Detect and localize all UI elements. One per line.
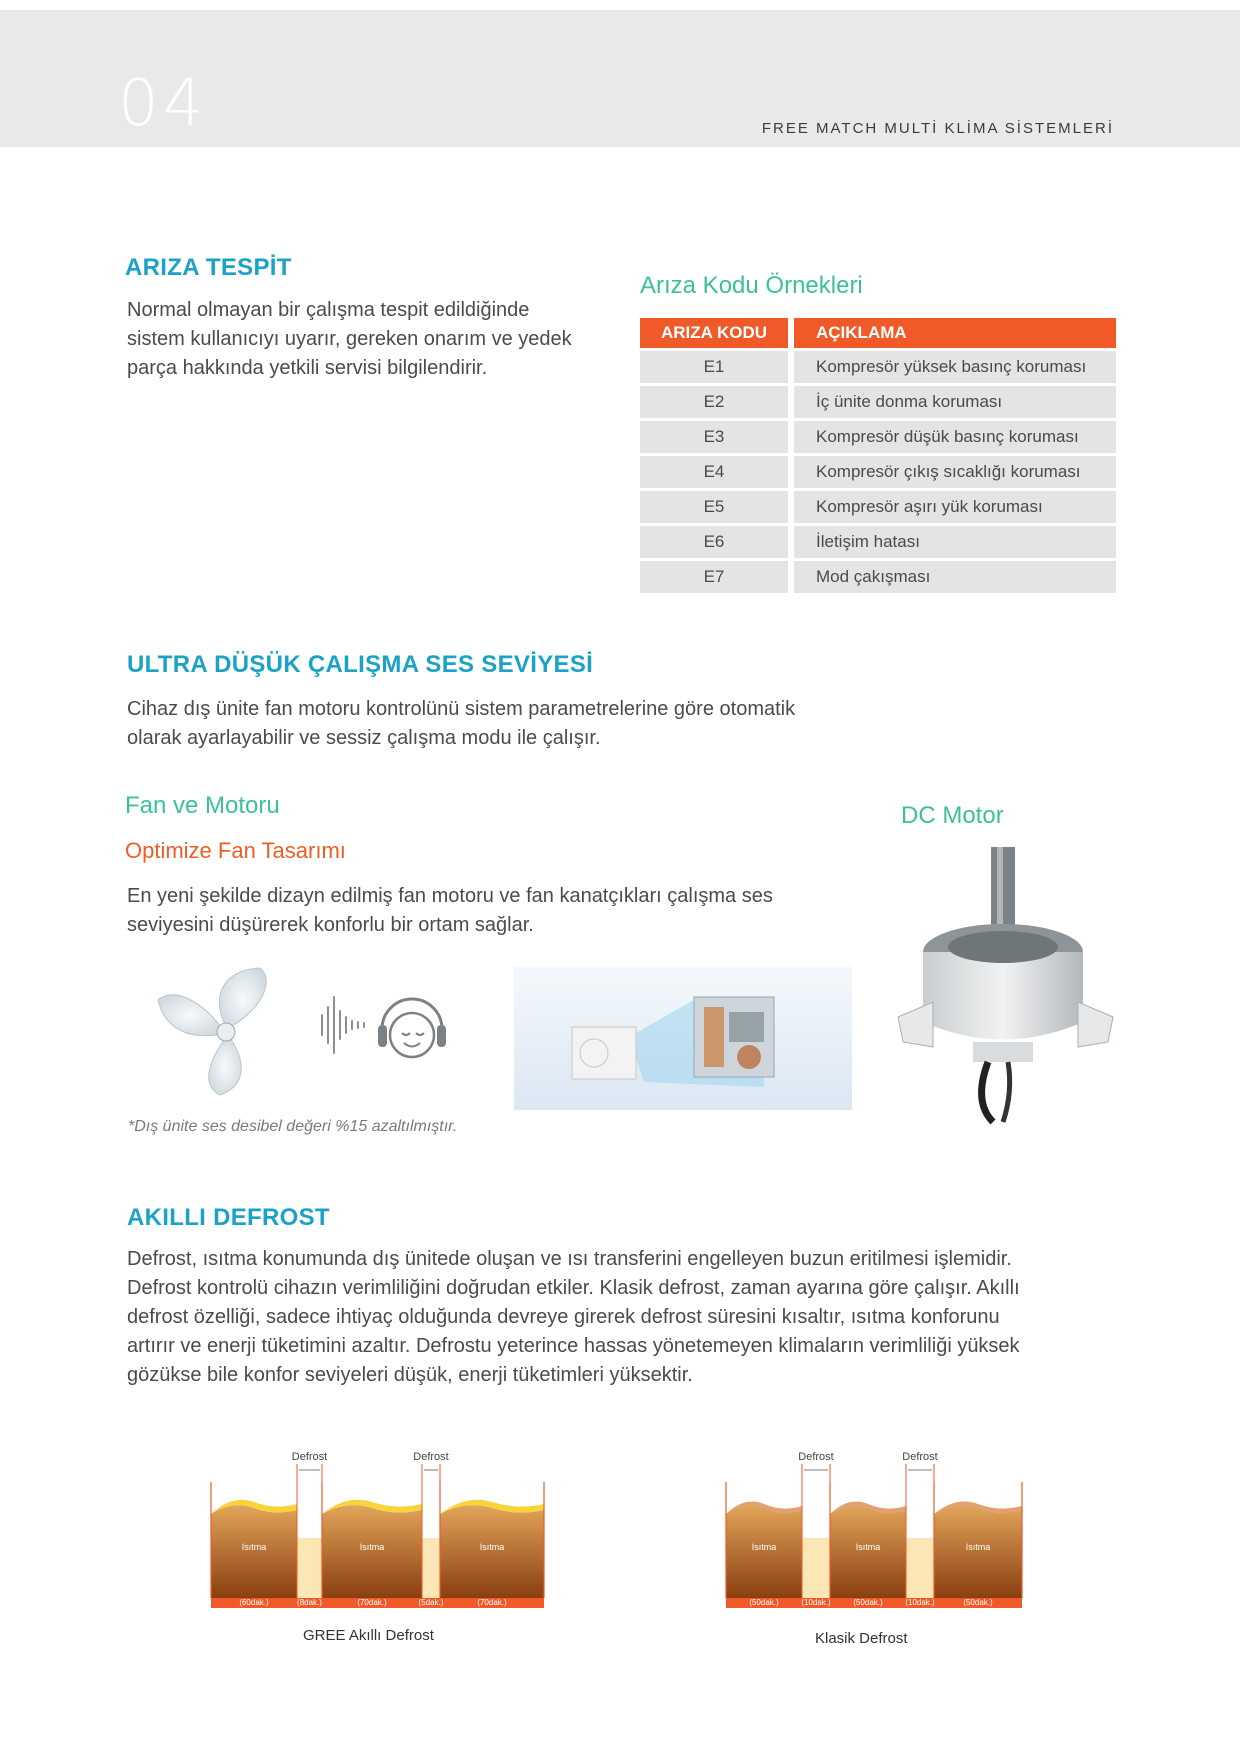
- defrost-line: Defrost, ısıtma konumunda dış ünitede oluşan ve ısı transferini engelleyen buzun eritilmesi işlemidir.: [127, 1248, 1012, 1270]
- table-row: [640, 421, 1116, 453]
- heating-label: Isıtma: [855, 1542, 881, 1552]
- fault-description-cell: Kompresör düşük basınç koruması: [788, 421, 1116, 453]
- column-header-code: ARIZA KODU: [640, 318, 788, 348]
- fault-code: E5: [640, 491, 788, 523]
- fault-heading: ARIZA TESPİT: [125, 254, 292, 281]
- heating-label: Isıtma: [479, 1542, 505, 1552]
- fault-description-cell: Kompresör aşırı yük koruması: [788, 491, 1116, 523]
- heating-label: Isıtma: [965, 1542, 991, 1552]
- fault-table-title: Arıza Kodu Örnekleri: [640, 272, 863, 299]
- fault-code: E1: [640, 351, 788, 383]
- heating-label: Isıtma: [751, 1542, 777, 1552]
- defrost-label: Defrost: [413, 1451, 449, 1463]
- duration-label: (50dak.): [853, 1598, 883, 1607]
- duration-label: (70dak.): [477, 1598, 507, 1607]
- fan-line: seviyesini düşürerek konforlu bir ortam sağlar.: [127, 914, 534, 936]
- noise-footnote: *Dış ünite ses desibel değeri %15 azaltılmıştır.: [128, 1118, 458, 1135]
- duration-label: (10dak.): [801, 1598, 831, 1607]
- defrost-label: Defrost: [798, 1451, 834, 1463]
- fault-description-cell: Mod çakışması: [788, 561, 1116, 593]
- heating-label: Isıtma: [241, 1542, 267, 1552]
- noise-description: [127, 695, 795, 753]
- fault-code: E7: [640, 561, 788, 593]
- fan-line: En yeni şekilde dizayn edilmiş fan motoru ve fan kanatçıkları çalışma ses: [127, 885, 773, 907]
- fan-blade-image: [150, 960, 300, 1100]
- gree-defrost-chart: [205, 1438, 555, 1610]
- fault-code-table: [640, 315, 1116, 596]
- fan-description: [127, 882, 773, 940]
- table-header-row: [640, 318, 1116, 348]
- fault-line: Normal olmayan bir çalışma tespit edildiğinde: [127, 299, 530, 321]
- noise-line: Cihaz dış ünite fan motoru kontrolünü sistem parametrelerine göre otomatik: [127, 698, 796, 720]
- defrost-line: artırır ve enerji tüketimini azaltır. Defrostu yeterince hassas yönetemeyen klimaların verimliliği yüksek: [127, 1335, 1020, 1357]
- duration-label: (60dak.): [239, 1598, 269, 1607]
- page-number: 04: [118, 67, 208, 141]
- heating-label: Isıtma: [359, 1542, 385, 1552]
- table-row: [640, 561, 1116, 593]
- table-row: [640, 491, 1116, 523]
- defrost-line: defrost özelliği, sadece ihtiyaç olduğunda devreye girerek defrost süresini kısaltır, ısıtma konforunu: [127, 1306, 1000, 1328]
- fault-description: [127, 296, 572, 383]
- header-title: FREE MATCH MULTİ KLİMA SİSTEMLERİ: [761, 120, 1114, 137]
- fault-description-cell: İletişim hatası: [788, 526, 1116, 558]
- fault-description-cell: İç ünite donma koruması: [788, 386, 1116, 418]
- defrost-line: Defrost kontrolü cihazın verimliliğini doğrudan etkiler. Klasik defrost, zaman ayarına göre çalışır. Akıllı: [127, 1277, 1020, 1299]
- table-row: [640, 526, 1116, 558]
- classic-chart-caption: Klasik Defrost: [815, 1630, 908, 1647]
- table-row: [640, 351, 1116, 383]
- fault-code: E3: [640, 421, 788, 453]
- defrost-band: [297, 1538, 322, 1598]
- defrost-label: Defrost: [291, 1451, 328, 1463]
- fan-heading: Fan ve Motoru: [125, 792, 280, 819]
- classic-defrost-chart: [720, 1438, 1040, 1610]
- duration-label: (70dak.): [357, 1598, 387, 1607]
- duration-label: (10dak.): [905, 1598, 935, 1607]
- duration-label: (50dak.): [963, 1598, 993, 1607]
- fault-code: E6: [640, 526, 788, 558]
- column-header-description: AÇIKLAMA: [788, 318, 1116, 348]
- duration-label: (5dak.): [418, 1598, 444, 1607]
- noise-line: olarak ayarlayabilir ve sessiz çalışma modu ile çalışır.: [127, 727, 601, 749]
- defrost-band: [802, 1538, 830, 1598]
- gree-chart-caption: GREE Akıllı Defrost: [303, 1627, 434, 1644]
- fault-code: E4: [640, 456, 788, 488]
- table-row: [640, 456, 1116, 488]
- quiet-sound-icon: [316, 985, 461, 1065]
- outdoor-unit-image: [514, 967, 852, 1110]
- defrost-band: [422, 1538, 440, 1598]
- defrost-band: [906, 1538, 934, 1598]
- noise-heading: ULTRA DÜŞÜK ÇALIŞMA SES SEVİYESİ: [127, 651, 594, 678]
- fault-description-cell: Kompresör yüksek basınç koruması: [788, 351, 1116, 383]
- defrost-line: gözükse bile konfor seviyeleri düşük, enerji tüketimleri yüksektir.: [127, 1364, 693, 1386]
- defrost-description: [127, 1245, 1020, 1390]
- fan-subheading: Optimize Fan Tasarımı: [125, 838, 346, 863]
- fault-code: E2: [640, 386, 788, 418]
- fault-line: sistem kullanıcıyı uyarır, gereken onarım ve yedek: [127, 328, 572, 350]
- dc-motor-heading: DC Motor: [901, 802, 1004, 829]
- fault-description-cell: Kompresör çıkış sıcaklığı koruması: [788, 456, 1116, 488]
- defrost-heading: AKILLI DEFROST: [127, 1204, 330, 1231]
- defrost-label: Defrost: [902, 1451, 938, 1463]
- table-row: [640, 386, 1116, 418]
- fault-line: parça hakkında yetkili servisi bilgilendirir.: [127, 357, 488, 379]
- dc-motor-image: [893, 842, 1118, 1127]
- duration-label: (50dak.): [749, 1598, 779, 1607]
- duration-label: (8dak.): [297, 1598, 322, 1607]
